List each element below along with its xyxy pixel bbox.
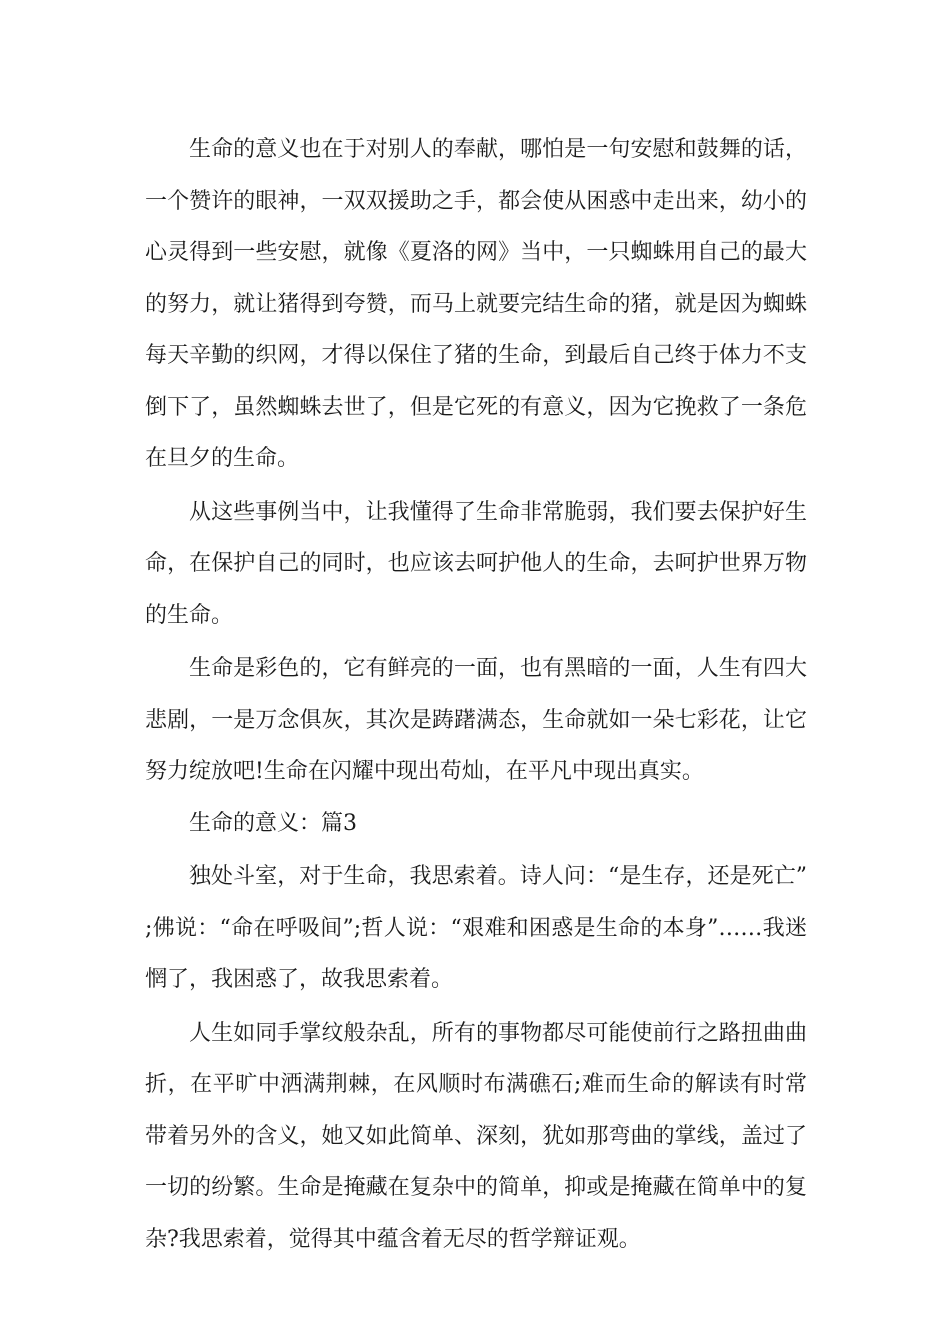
paragraph-4: 独处斗室，对于生命，我思索着。诗人问：“是生存，还是死亡”;佛说：“命在呼吸间”;哲人说：“艰难和困惑是生命的本身”……我迷惘了，我困惑了，故我思索着。 bbox=[145, 864, 807, 992]
paragraph-3: 生命是彩色的，它有鲜亮的一面，也有黑暗的一面，人生有四大悲剧，一是万念俱灰，其次是踌躇满态，生命就如一朵七彩花，让它努力绽放吧!生命在闪耀中现出苟灿，在平凡中现出真实。 bbox=[145, 656, 807, 784]
document-body bbox=[145, 124, 807, 1265]
paragraph-2: 从这些事例当中，让我懂得了生命非常脆弱，我们要去保护好生命，在保护自己的同时，也应该去呵护他人的生命，去呵护世界万物的生命。 bbox=[145, 499, 807, 628]
paragraph-5: 人生如同手掌纹般杂乱，所有的事物都尽可能使前行之路扭曲曲折，在平旷中洒满荆棘，在风顺时布满礁石;难而生命的解读有时常带着另外的含义，她又如此简单、深刻，犹如那弯曲的掌线，盖过了一切的纷繁。生命是掩藏在复杂中的简单，抑或是掩藏在简单中的复杂?我思索着，觉得其中蕴含着无尽的哲学辩证观。 bbox=[145, 1020, 807, 1252]
paragraph-1: 生命的意义也在于对别人的奉献，哪怕是一句安慰和鼓舞的话，一个赞许的眼神，一双双援助之手，都会使从困惑中走出来，幼小的心灵得到一些安慰，就像《夏洛的网》当中，一只蜘蛛用自己的最大的努力，就让猪得到夸赞，而马上就要完结生命的猪，就是因为蜘蛛每天辛勤的织网，才得以保住了猪的生命，到最后自己终于体力不支倒下了，虽然蜘蛛去世了，但是它死的有意义，因为它挽救了一条危在旦夕的生命。 bbox=[145, 137, 807, 471]
section-heading: 生命的意义：篇3 bbox=[189, 810, 357, 836]
